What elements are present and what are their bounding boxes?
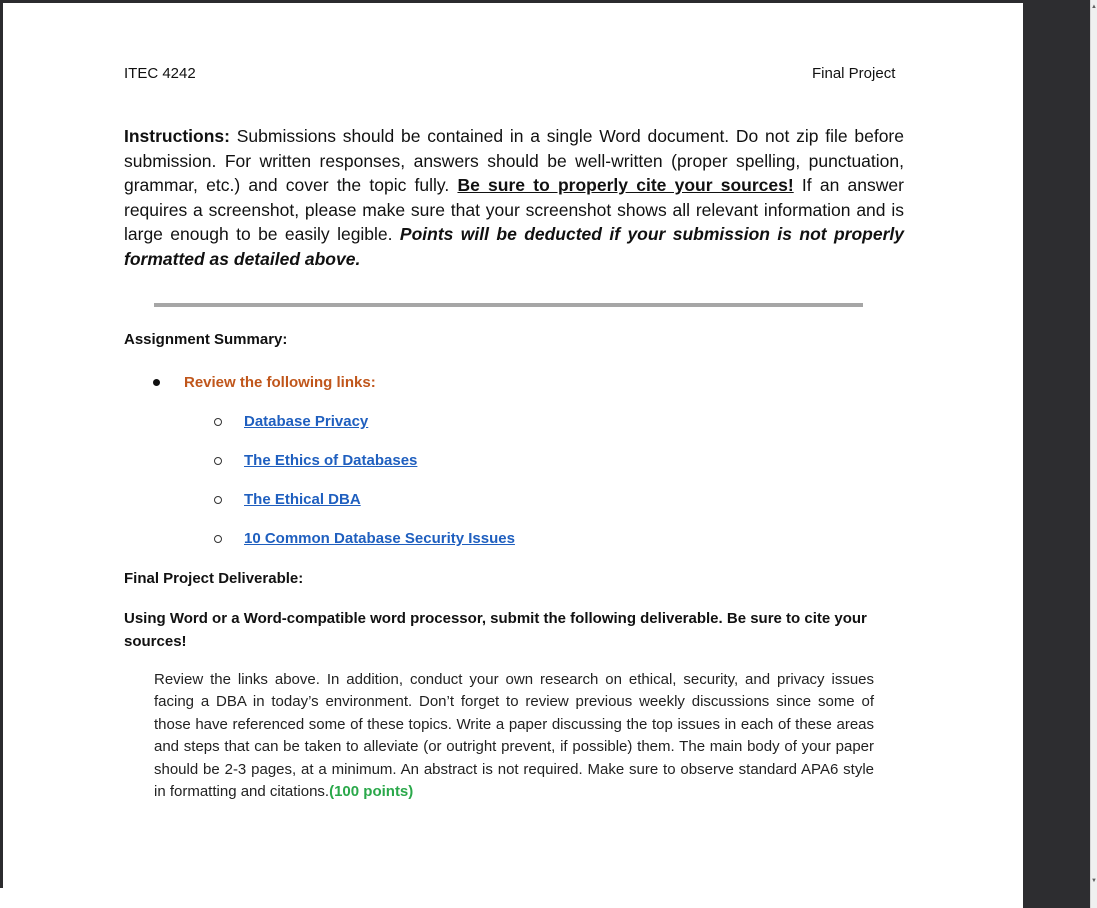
vertical-scrollbar[interactable]: [1090, 0, 1097, 908]
hollow-bullet-icon: [214, 457, 222, 465]
instructions-paragraph: [124, 124, 904, 272]
link-ethics-of-databases[interactable]: The Ethics of Databases: [244, 452, 418, 469]
deliverable-body-text: Review the links above. In addition, conduct your own research on ethical, security, and privacy issues facing a DBA in today’s environment. Don’t forget to review previous weekly discussions since some of those have referenced some of these topics. Write a paper discussing the top issues in each of these areas and steps that can be taken to alleviate (or outright prevent, if possible) them. The main body of your paper should be 2-3 pages, at a minimum. An abstract is not required. Make sure to observe standard APA6 style in formatting and citations.: [154, 671, 874, 801]
scroll-up-arrow-icon[interactable]: ▲: [1091, 4, 1097, 10]
bullet-dot-icon: [153, 379, 160, 386]
viewer-gutter: [1023, 0, 1090, 908]
assignment-summary-heading: Assignment Summary:: [124, 331, 288, 348]
scroll-down-arrow-icon[interactable]: ▼: [1091, 878, 1097, 884]
link-database-privacy[interactable]: Database Privacy: [244, 413, 369, 430]
section-divider: [154, 303, 863, 307]
review-links-bullet: Review the following links:: [184, 374, 376, 391]
document-page: [3, 3, 1023, 888]
hollow-bullet-icon: [214, 496, 222, 504]
instructions-text-2: If an answer requires a screenshot, please make sure that your screenshot shows all relevant information and is large enough to be easily legible.: [124, 175, 904, 245]
page-bottom-strip: [0, 888, 1023, 908]
link-ethical-dba[interactable]: The Ethical DBA: [244, 491, 361, 508]
deliverable-body: [154, 669, 874, 803]
header-course-code: ITEC 4242: [124, 65, 196, 82]
cite-sources-note: Be sure to properly cite your sources!: [457, 175, 794, 196]
header-doc-title: Final Project: [812, 65, 896, 82]
hollow-bullet-icon: [214, 418, 222, 426]
link-security-issues[interactable]: 10 Common Database Security Issues: [244, 530, 515, 547]
points-value: (100 points): [329, 783, 414, 801]
instructions-text-1: Submissions should be contained in a single Word document. Do not zip file before submission. For written responses, answers should be well-written (proper spelling, punctuation, grammar, etc.) and cover the topic fully.: [124, 126, 904, 196]
hollow-bullet-icon: [214, 535, 222, 543]
deliverable-instruction: Using Word or a Word-compatible word processor, submit the following deliverable. Be sure to cite your sources!: [124, 610, 867, 650]
instructions-label: Instructions:: [124, 126, 230, 146]
deduction-warning: Points will be deducted if your submission is not properly formatted as detailed above.: [124, 224, 904, 269]
deliverable-heading: Final Project Deliverable:: [124, 570, 304, 587]
